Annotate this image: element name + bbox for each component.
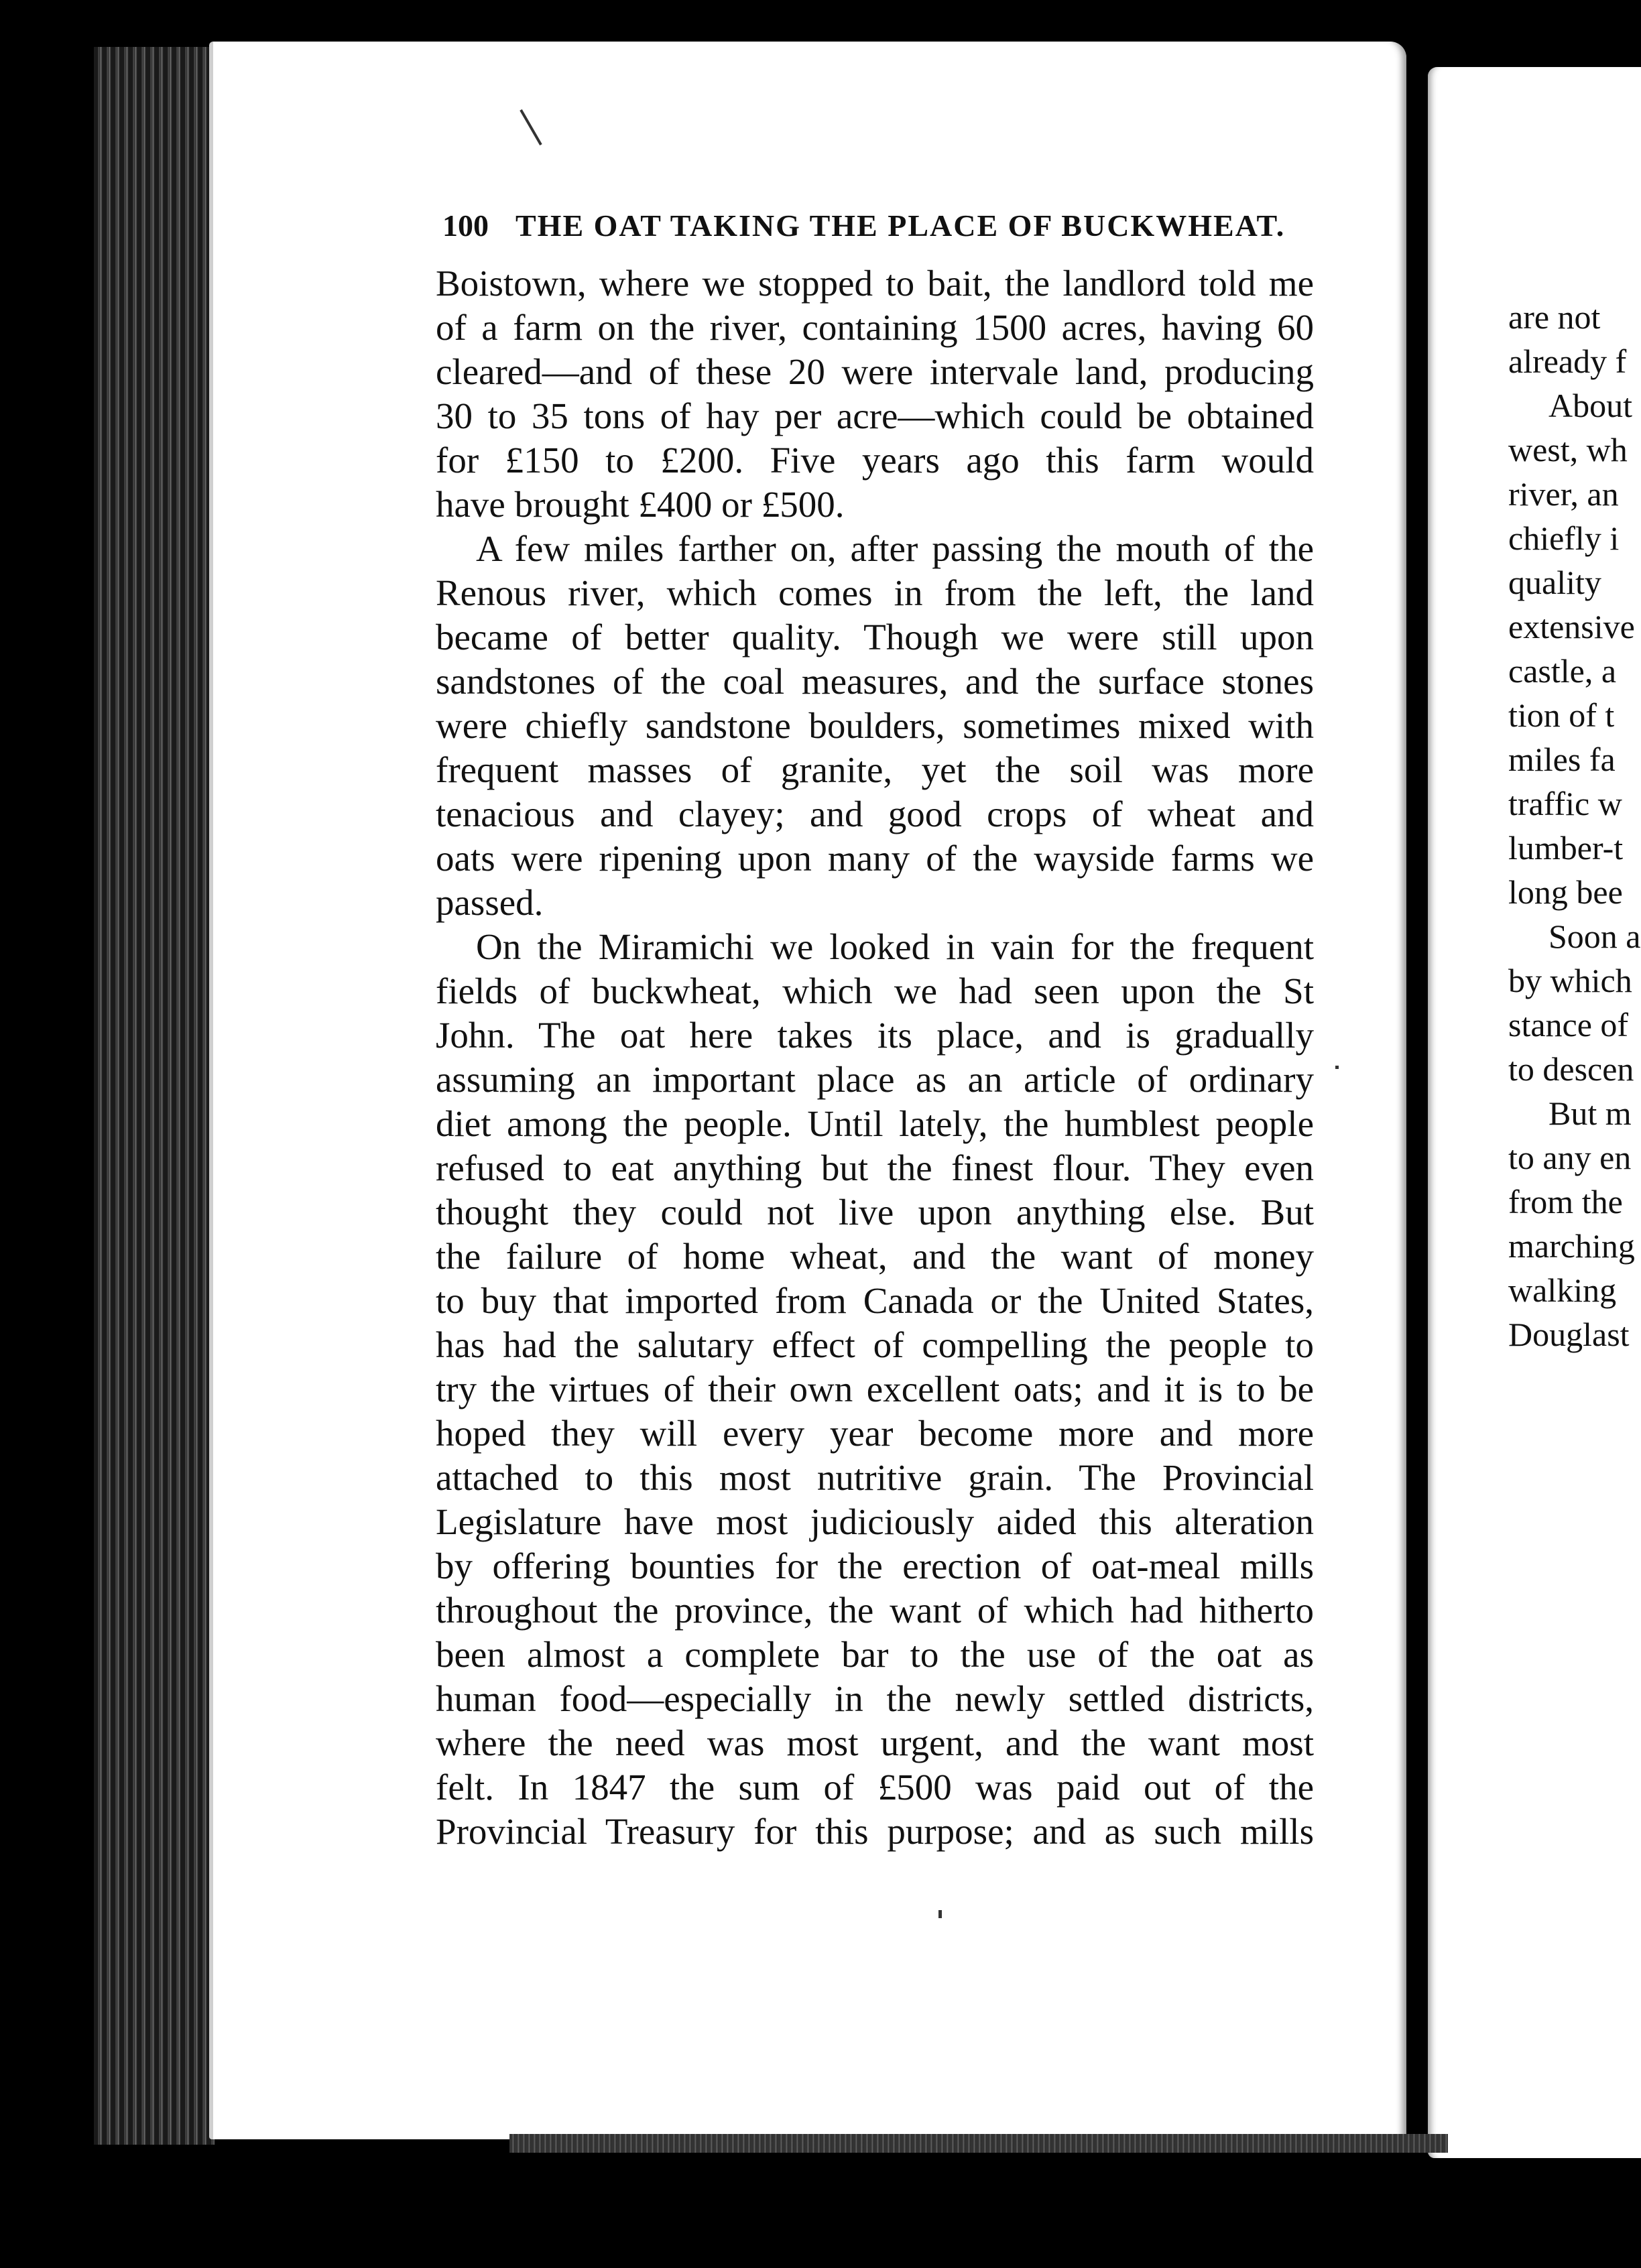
text-line: by offering bounties for the erection of oat-meal mills (436, 1546, 1314, 1586)
text-line: already f (1508, 342, 1627, 380)
text-line: Legislature have most judiciously aided this alteration (436, 1501, 1314, 1542)
text-line: marching (1508, 1227, 1635, 1265)
text-line: Provincial Treasury for this purpose; and as such mills (436, 1811, 1314, 1852)
scan-speck (1335, 1066, 1339, 1069)
text-line: has had the salutary effect of compelling the people to (436, 1324, 1314, 1365)
text-line: attached to this most nutritive grain. The Provincial (436, 1457, 1314, 1498)
text-line: About (1548, 387, 1632, 424)
text-line: walking (1508, 1271, 1617, 1309)
scan-speck (938, 1910, 942, 1918)
book-page-edges (94, 47, 215, 2145)
text-line: miles fa (1508, 741, 1616, 778)
text-line: cleared—and of these 20 were intervale land, producing (436, 351, 1314, 392)
text-line: But m (1548, 1094, 1632, 1132)
text-line: Boistown, where we stopped to bait, the landlord told me (436, 263, 1314, 304)
left-page-body (436, 261, 1314, 1854)
text-line: to any en (1508, 1139, 1632, 1176)
text-line: hoped they will every year become more and more (436, 1413, 1314, 1454)
text-line: been almost a complete bar to the use of the oat as (436, 1634, 1314, 1675)
text-line: to buy that imported from Canada or the United States, (436, 1280, 1314, 1321)
text-line: river, an (1508, 475, 1619, 513)
text-line: John. The oat here takes its place, and is gradually (436, 1015, 1314, 1056)
text-line: try the virtues of their own excellent oats; and it is to be (436, 1369, 1314, 1409)
text-line: to descen (1508, 1050, 1634, 1088)
page-header (442, 208, 1286, 243)
text-line: tenacious and clayey; and good crops of wheat and (436, 794, 1314, 834)
running-head: THE OAT TAKING THE PLACE OF BUCKWHEAT. (515, 208, 1286, 243)
text-line: where the need was most urgent, and the want most (436, 1722, 1314, 1763)
text-line: frequent masses of granite, yet the soil was more (436, 749, 1314, 790)
text-line: 30 to 35 tons of hay per acre—which could be obtained (436, 395, 1314, 436)
text-line: extensive (1508, 608, 1635, 645)
text-line: are not (1508, 298, 1601, 336)
text-line: of a farm on the river, containing 1500 acres, having 60 (436, 307, 1314, 348)
text-line: On the Miramichi we looked in vain for the frequent (476, 926, 1314, 967)
book-bottom-edge (509, 2134, 1448, 2153)
text-line: oats were ripening upon many of the wayside farms we (436, 838, 1314, 879)
text-line: for £150 to £200. Five years ago this farm would (436, 440, 1314, 481)
text-line: A few miles farther on, after passing the mouth of the (476, 528, 1314, 569)
text-line: lumber-t (1508, 829, 1624, 867)
text-line: Renous river, which comes in from the left, the land (436, 572, 1314, 613)
text-line: were chiefly sandstone boulders, sometimes mixed with (436, 705, 1314, 746)
text-line: fields of buckwheat, which we had seen upon the St (436, 970, 1314, 1011)
text-line: throughout the province, the want of which had hitherto (436, 1590, 1314, 1631)
text-line: passed. (436, 882, 544, 923)
text-line: tion of t (1508, 696, 1615, 734)
text-line: west, wh (1508, 431, 1628, 468)
text-line: became of better quality. Though we were still upon (436, 617, 1314, 657)
text-line: sandstones of the coal measures, and the surface stones (436, 661, 1314, 702)
page-number: 100 (442, 208, 489, 243)
text-line: thought they could not live upon anything else. But (436, 1192, 1314, 1233)
text-line: quality (1508, 564, 1601, 601)
text-line: felt. In 1847 the sum of £500 was paid out of the (436, 1767, 1314, 1808)
text-line: Douglast (1508, 1316, 1630, 1353)
text-line: have brought £400 or £500. (436, 484, 845, 525)
text-line: stance of (1508, 1006, 1629, 1044)
text-line: Soon a (1548, 918, 1641, 955)
text-line: the failure of home wheat, and the want of money (436, 1236, 1314, 1277)
text-line: diet among the people. Until lately, the humblest people (436, 1103, 1314, 1144)
right-page-body (1508, 295, 1641, 1357)
text-line: castle, a (1508, 652, 1617, 690)
text-line: traffic w (1508, 785, 1622, 822)
text-line: human food—especially in the newly settled districts, (436, 1678, 1314, 1719)
text-line: chiefly i (1508, 519, 1620, 557)
text-line: long bee (1508, 873, 1623, 911)
text-line: refused to eat anything but the finest flour. They even (436, 1147, 1314, 1188)
text-line: from the (1508, 1183, 1623, 1220)
text-line: by which (1508, 962, 1632, 999)
text-line: assuming an important place as an article of ordinary (436, 1059, 1314, 1100)
